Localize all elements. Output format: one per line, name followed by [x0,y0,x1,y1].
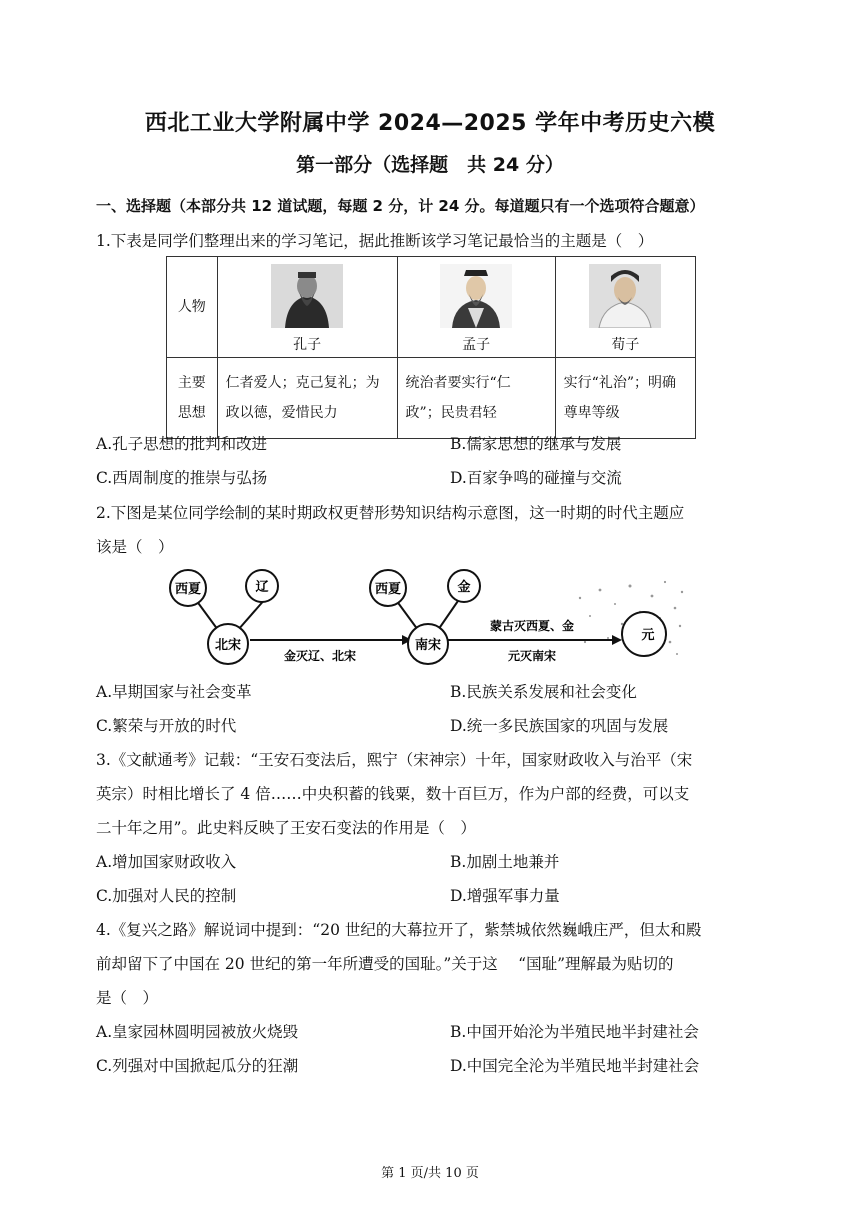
table-cell-confucius [217,257,397,358]
page-number: 第 1 页/共 10 页 [381,1166,479,1181]
q1-stem: 1.下表是同学们整理出来的学习笔记，据此推断该学习笔记最恰当的主题是（ ） [96,232,654,250]
thought-line: 政”；民贵君轻 [405,405,497,421]
thought-line: 尊卑等级 [563,405,620,421]
node-yuan: 元 [641,628,655,643]
q4-stem-line2: 前却留下了中国在 20 世纪的第一年所遭受的国耻。”关于这 “国耻”理解最为贴切的 [96,955,674,973]
arrow-2-head [612,635,622,645]
thought-line: 政以德，爱惜民力 [225,405,338,421]
q3-stem-line1: 3.《文献通考》记载：“王安石变法后，熙宁（宋神宗）十年，国家财政收入与治平（宋 [96,751,693,769]
xunzi-portrait [589,264,661,328]
link-line [196,600,218,630]
q2-option-a[interactable]: A.早期国家与社会变革 [96,683,252,701]
q4-option-c[interactable]: C.列强对中国掀起瓜分的狂潮 [96,1057,299,1075]
exam-title: 西北工业大学附属中学 2024—2025 学年中考历史六模 [144,111,716,136]
link-line [438,598,460,630]
table-cell-xunzi [555,257,695,358]
q1-option-d[interactable]: D.百家争鸣的碰撞与交流 [450,469,622,487]
q2-stem-line2: 该是（ ） [96,538,174,556]
thought-mencius [397,358,555,439]
section-heading: 一、选择题（本部分共 12 道试题，每题 2 分，计 24 分。每道题只有一个选项符合题意） [96,197,705,215]
thought-line: 统治者要实行“仁 [405,375,511,391]
q2-option-c[interactable]: C.繁荣与开放的时代 [96,717,237,735]
mencius-portrait [440,264,512,328]
arrow-1-label: 金灭辽、北宋 [283,649,357,663]
person-name: 孔子 [293,337,322,353]
q3-option-c[interactable]: C.加强对人民的控制 [96,887,237,905]
arrow-2-label-top: 蒙古灭西夏、金 [489,619,575,633]
confucius-portrait [271,264,343,328]
regime-change-diagram [160,568,690,668]
row-label-line: 主要 [177,375,206,391]
thought-confucius [217,358,397,439]
arrow-2-label-bottom: 元灭南宋 [507,649,557,663]
q2-stem-line1: 2.下图是某位同学绘制的某时期政权更替形势知识结构示意图，这一时期的时代主题应 [96,504,685,522]
table-cell-mencius [397,257,555,358]
q4-stem-line1: 4.《复兴之路》解说词中提到：“20 世纪的大幕拉开了，紫禁城依然巍峨庄严，但太和殿 [96,921,702,939]
q1-option-b[interactable]: B.儒家思想的继承与发展 [450,435,622,453]
person-name: 荀子 [611,337,640,353]
q2-option-d[interactable]: D.统一多民族国家的巩固与发展 [450,717,669,735]
q3-option-b[interactable]: B.加剧土地兼并 [450,853,560,871]
person-name: 孟子 [462,337,491,353]
node-xixia-2: 西夏 [374,582,402,597]
q3-option-a[interactable]: A.增加国家财政收入 [96,853,237,871]
q1-option-a[interactable]: A.孔子思想的批判和改进 [96,435,268,453]
row-label-line: 思想 [177,405,206,421]
thought-line: 实行“礼治”；明确 [563,375,676,391]
q3-stem-line3: 二十年之用”。此史料反映了王安石变法的作用是（ ） [96,819,476,837]
q2-option-b[interactable]: B.民族关系发展和社会变化 [450,683,637,701]
q4-stem-line3: 是（ ） [96,989,159,1007]
link-line [396,600,418,630]
q1-notes-table [166,256,696,439]
q3-option-d[interactable]: D.增强军事力量 [450,887,560,905]
q4-option-d[interactable]: D.中国完全沦为半殖民地半封建社会 [450,1057,700,1075]
part-title: 第一部分（选择题 共 24 分） [296,154,564,176]
table-row-label-thought [167,358,218,439]
node-nansong: 南宋 [414,638,442,653]
q3-stem-line2: 英宗）时相比增长了 4 倍……中央积蓄的钱粟，数十百巨万，作为户部的经费，可以支 [96,785,690,803]
q1-option-c[interactable]: C.西周制度的推崇与弘扬 [96,469,268,487]
q4-option-b[interactable]: B.中国开始沦为半殖民地半封建社会 [450,1023,699,1041]
node-liao: 辽 [255,580,269,595]
thought-line: 仁者爱人；克己复礼；为 [225,375,380,391]
node-xixia-1: 西夏 [174,582,202,597]
node-beisong: 北宋 [214,638,242,653]
q4-option-a[interactable]: A.皇家园林圆明园被放火烧毁 [96,1023,299,1041]
table-row-label-person: 人物 [167,257,218,358]
node-jin: 金 [457,580,471,595]
thought-xunzi [555,358,695,439]
